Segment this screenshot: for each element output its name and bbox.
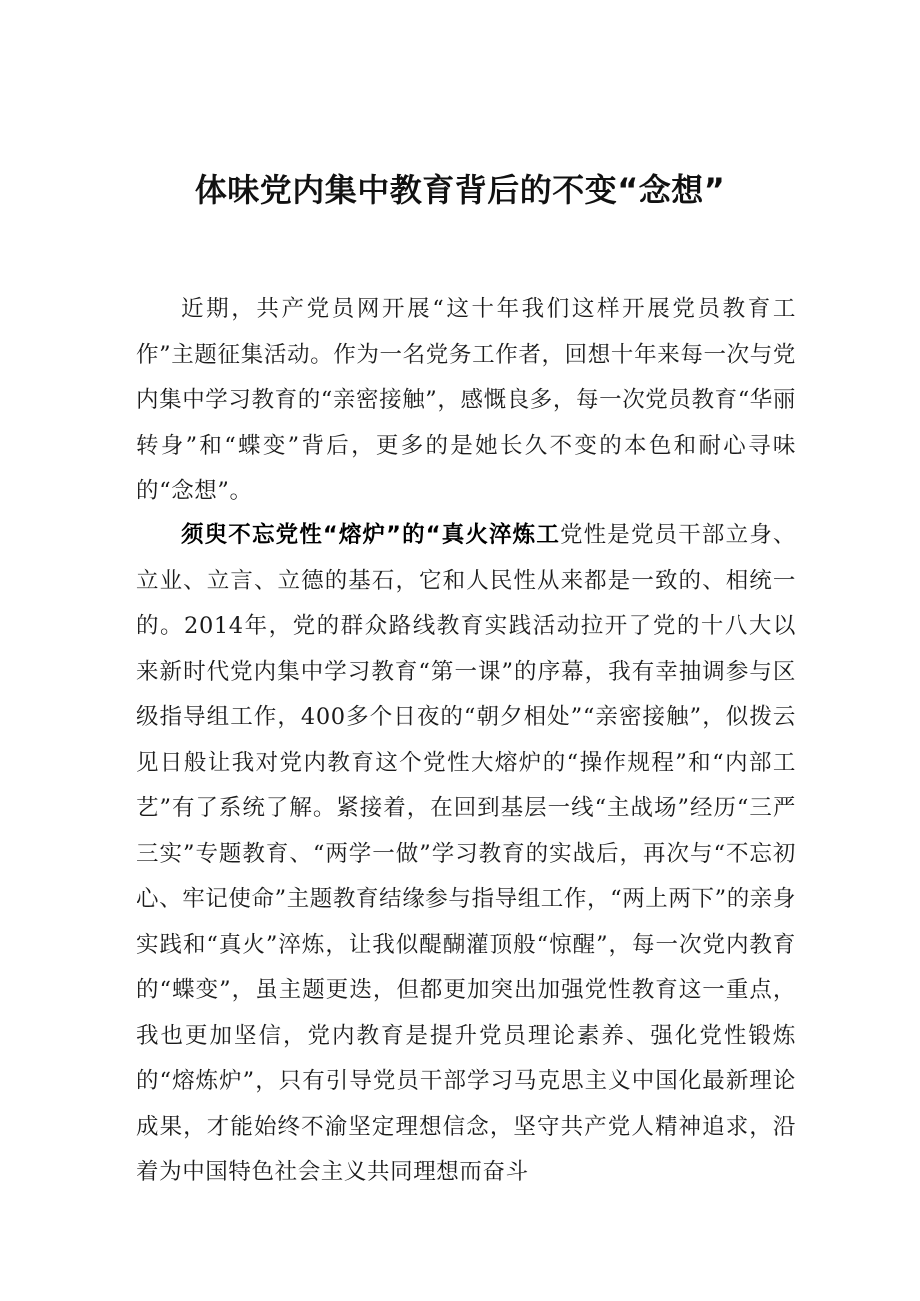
document-title: 体味党内集中教育背后的不变“念想” xyxy=(194,171,726,209)
paragraph-intro xyxy=(136,287,796,515)
paragraph-intro-text: 近期，共产党员网开展“这十年我们这样开展党员教育工作”主题征集活动。作为一名党务工作者，回想十年来每一次与党内集中学习教育的“亲密接触”，感慨良多，每一次党员教育“华丽转身”和“蝶变”背后，更多的是她长久不变的本色和耐心寻味的“念想”。 xyxy=(136,296,797,504)
paragraph-party-spirit-text: 党性是党员干部立身、立业、立言、立德的基石，它和人民性从来都是一致的、相统一的。2014年，党的群众路线教育实践活动拉开了党的十八大以来新时代党内集中学习教育“第一课”的序幕，我有幸抽调参与区级指导组工作，400多个日夜的“朝夕相处”“亲密接触”，似拨云见日般让我对党内教育这个党性大熔炉的“操作规程”和“内部工艺”有了系统了解。紧接着，在回到基层一线“主战场”经历“三严三实”专题教育、“两学一做”学习教育的实战后，再次与“不忘初心、牢记使命”主题教育结缘参与指导组工作，“两上两下”的亲身实践和“真火”淬炼，让我似醍醐灌顶般“惊醒”，每一次党内教育的“蝶变”，虽主题更迭，但都更加突出加强党性教育这一重点，我也更加坚信，党内教育是提升党员理论素养、强化党性锻炼的“熔炼炉”，只有引导党员干部学习马克思主义中国化最新理论成果，才能始终不渝坚定理想信念，坚守共产党人精神追求，沿着为中国特色社会主义共同理想而奋斗 xyxy=(136,522,797,1185)
paragraph-party-spirit xyxy=(136,513,796,1196)
section-heading: 须臾不忘党性“熔炉”的“真火淬炼工 xyxy=(181,522,560,548)
